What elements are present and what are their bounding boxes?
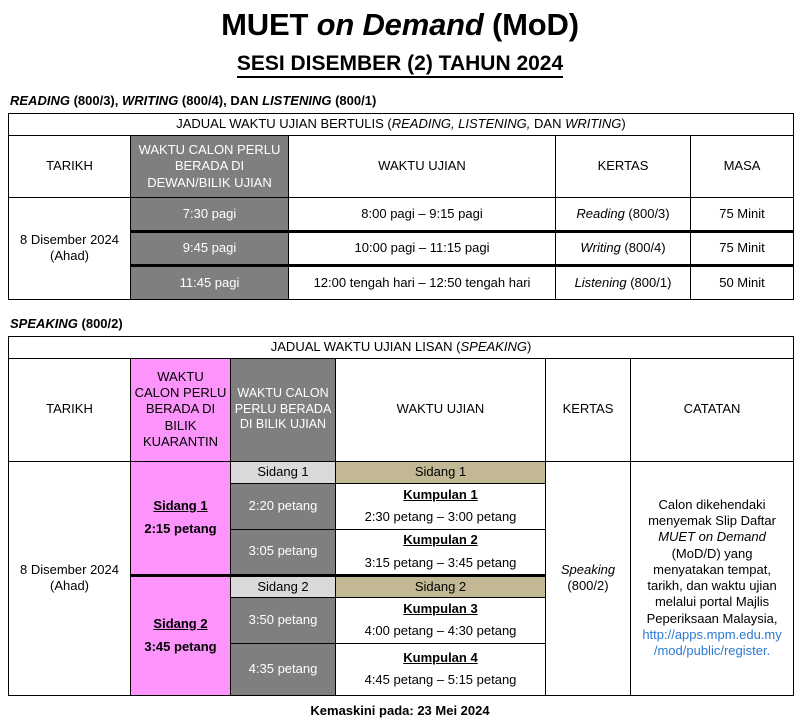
col-header-exam-time-2: WAKTU UJIAN	[336, 358, 546, 461]
label-listening: LISTENING	[262, 93, 332, 109]
label-speaking-code: (800/2)	[77, 315, 123, 331]
label-reading-code: (800/3),	[69, 93, 122, 109]
table-header-row	[9, 358, 794, 461]
exam-time-2: 10:00 pagi – 11:15 pagi	[289, 231, 556, 265]
speaking-date: 8 Disember 2024	[20, 561, 119, 577]
session-label-left-2: Sidang 2	[231, 575, 336, 597]
exam-date-cell	[9, 197, 131, 299]
paper-2	[556, 231, 691, 265]
arrival-time-2: 9:45 pagi	[131, 231, 289, 265]
quarantine-cell-1	[131, 461, 231, 575]
col-header-tarikh-2: TARIKH	[9, 358, 131, 461]
col-header-paper-2: KERTAS	[546, 358, 631, 461]
exam-date: 8 Disember 2024	[20, 232, 119, 248]
paper-code-3: (800/1)	[626, 274, 672, 290]
paper-name-1: Reading	[576, 205, 625, 221]
col-header-quarantine-time: WAKTU CALON PERLU BERADA DI BILIK KUARANTIN	[131, 358, 231, 461]
col-header-tarikh: TARIKH	[9, 135, 131, 197]
group-time-3: 4:00 petang – 4:30 petang	[364, 623, 517, 639]
duration-1: 75 Minit	[691, 197, 794, 231]
title-mid: DAN	[530, 116, 566, 132]
title-post: )	[621, 116, 626, 132]
subtitle-text: SESI DISEMBER (2) TAHUN 2024	[237, 52, 563, 78]
quarantine-time-2: 3:45 petang	[144, 639, 217, 655]
exam-day: (Ahad)	[49, 248, 90, 264]
catatan-note-cell	[631, 461, 794, 695]
written-exam-schedule-table	[8, 113, 794, 300]
sp-title-italic: SPEAKING	[460, 338, 527, 354]
group-time-2: 3:15 petang – 3:45 petang	[364, 554, 517, 570]
col-header-catatan: CATATAN	[631, 358, 794, 461]
sp-title-pre: JADUAL WAKTU UJIAN LISAN (	[270, 338, 461, 354]
paper-name-2: Writing	[580, 240, 621, 256]
title-italic-2: WRITING	[565, 116, 622, 132]
speaking-day: (Ahad)	[49, 578, 90, 594]
col-header-arrival-time: WAKTU CALON PERLU BERADA DI DEWAN/BILIK UJIAN	[131, 135, 289, 197]
page-title	[8, 6, 792, 43]
group-name-2: Kumpulan 2	[403, 532, 478, 548]
note-line-7: melalui portal Majlis	[654, 594, 770, 610]
table-row	[9, 197, 794, 231]
page-subtitle	[8, 51, 792, 76]
paper-code-2: (800/4)	[620, 240, 666, 256]
label-speaking: SPEAKING	[10, 315, 78, 331]
speaking-paper-cell	[546, 461, 631, 695]
group-cell-2	[336, 529, 546, 575]
room-time-3: 3:50 petang	[231, 597, 336, 643]
sp-title-post: )	[526, 338, 532, 354]
section-label-written	[10, 93, 792, 109]
label-listening-code: (800/1)	[331, 93, 377, 109]
note-line-2: menyemak Slip Daftar	[648, 513, 776, 529]
title-italic-part: on Demand	[316, 7, 484, 42]
speaking-paper-code: (800/2)	[567, 578, 609, 594]
duration-3: 50 Minit	[691, 265, 794, 299]
exam-time-3: 12:00 tengah hari – 12:50 tengah hari	[289, 265, 556, 299]
duration-2: 75 Minit	[691, 231, 794, 265]
paper-3	[556, 265, 691, 299]
col-header-duration: MASA	[691, 135, 794, 197]
written-table-title	[9, 113, 794, 135]
group-name-1: Kumpulan 1	[403, 486, 478, 502]
paper-name-3: Listening	[574, 274, 627, 290]
speaking-table-title	[9, 336, 794, 358]
table-title-row	[9, 113, 794, 135]
speaking-exam-schedule-table	[8, 336, 794, 696]
group-name-4: Kumpulan 4	[403, 650, 478, 666]
title-italic-1: READING, LISTENING,	[391, 116, 531, 132]
quarantine-time-1: 2:15 petang	[144, 521, 217, 537]
label-writing: WRITING	[121, 93, 179, 109]
title-part-1: MUET	[221, 7, 317, 42]
group-cell-4	[336, 643, 546, 695]
room-time-1: 2:20 petang	[231, 483, 336, 529]
group-time-4: 4:45 petang – 5:15 petang	[364, 672, 517, 688]
group-cell-3	[336, 597, 546, 643]
registration-link-line-2[interactable]: /mod/public/register.	[653, 643, 771, 659]
table-title-row	[9, 336, 794, 358]
col-header-exam-time: WAKTU UJIAN	[289, 135, 556, 197]
col-header-paper: KERTAS	[556, 135, 691, 197]
note-line-8: Peperiksaan Malaysia,	[646, 610, 778, 626]
paper-code-1: (800/3)	[624, 205, 670, 221]
session-label-right-2: Sidang 2	[336, 575, 546, 597]
speaking-date-cell	[9, 461, 131, 695]
arrival-time-3: 11:45 pagi	[131, 265, 289, 299]
last-updated-text: Kemaskini pada: 23 Mei 2024	[310, 702, 490, 718]
paper-1	[556, 197, 691, 231]
note-line-4: (MoD/D) yang	[671, 545, 753, 561]
session-label-right-1: Sidang 1	[336, 461, 546, 483]
group-time-1: 2:30 petang – 3:00 petang	[364, 509, 517, 525]
note-line-6: tarikh, dan waktu ujian	[647, 578, 777, 594]
last-updated-footer	[8, 703, 792, 718]
speaking-paper-name: Speaking	[560, 561, 616, 577]
exam-time-1: 8:00 pagi – 9:15 pagi	[289, 197, 556, 231]
section-label-speaking	[10, 316, 792, 332]
table-header-row	[9, 135, 794, 197]
note-line-5: menyatakan tempat,	[653, 561, 771, 577]
registration-link-line-1[interactable]: http://apps.mpm.edu.my	[642, 626, 782, 642]
room-time-2: 3:05 petang	[231, 529, 336, 575]
label-writing-code: (800/4), DAN	[178, 93, 263, 109]
title-pre: JADUAL WAKTU UJIAN BERTULIS (	[176, 116, 392, 132]
title-part-2: (MoD)	[483, 7, 579, 42]
note-line-1: Calon dikehendaki	[658, 496, 766, 512]
room-time-4: 4:35 petang	[231, 643, 336, 695]
group-cell-1	[336, 483, 546, 529]
arrival-time-1: 7:30 pagi	[131, 197, 289, 231]
col-header-room-time: WAKTU CALON PERLU BERADA DI BILIK UJIAN	[231, 358, 336, 461]
quarantine-session-2: Sidang 2	[153, 615, 208, 631]
session-label-left-1: Sidang 1	[231, 461, 336, 483]
quarantine-cell-2	[131, 575, 231, 695]
quarantine-session-1: Sidang 1	[153, 497, 208, 513]
label-reading: READING	[10, 93, 70, 109]
note-line-3: MUET on Demand	[658, 529, 766, 545]
document-page	[0, 6, 800, 723]
group-name-3: Kumpulan 3	[403, 601, 478, 617]
table-row	[9, 461, 794, 483]
